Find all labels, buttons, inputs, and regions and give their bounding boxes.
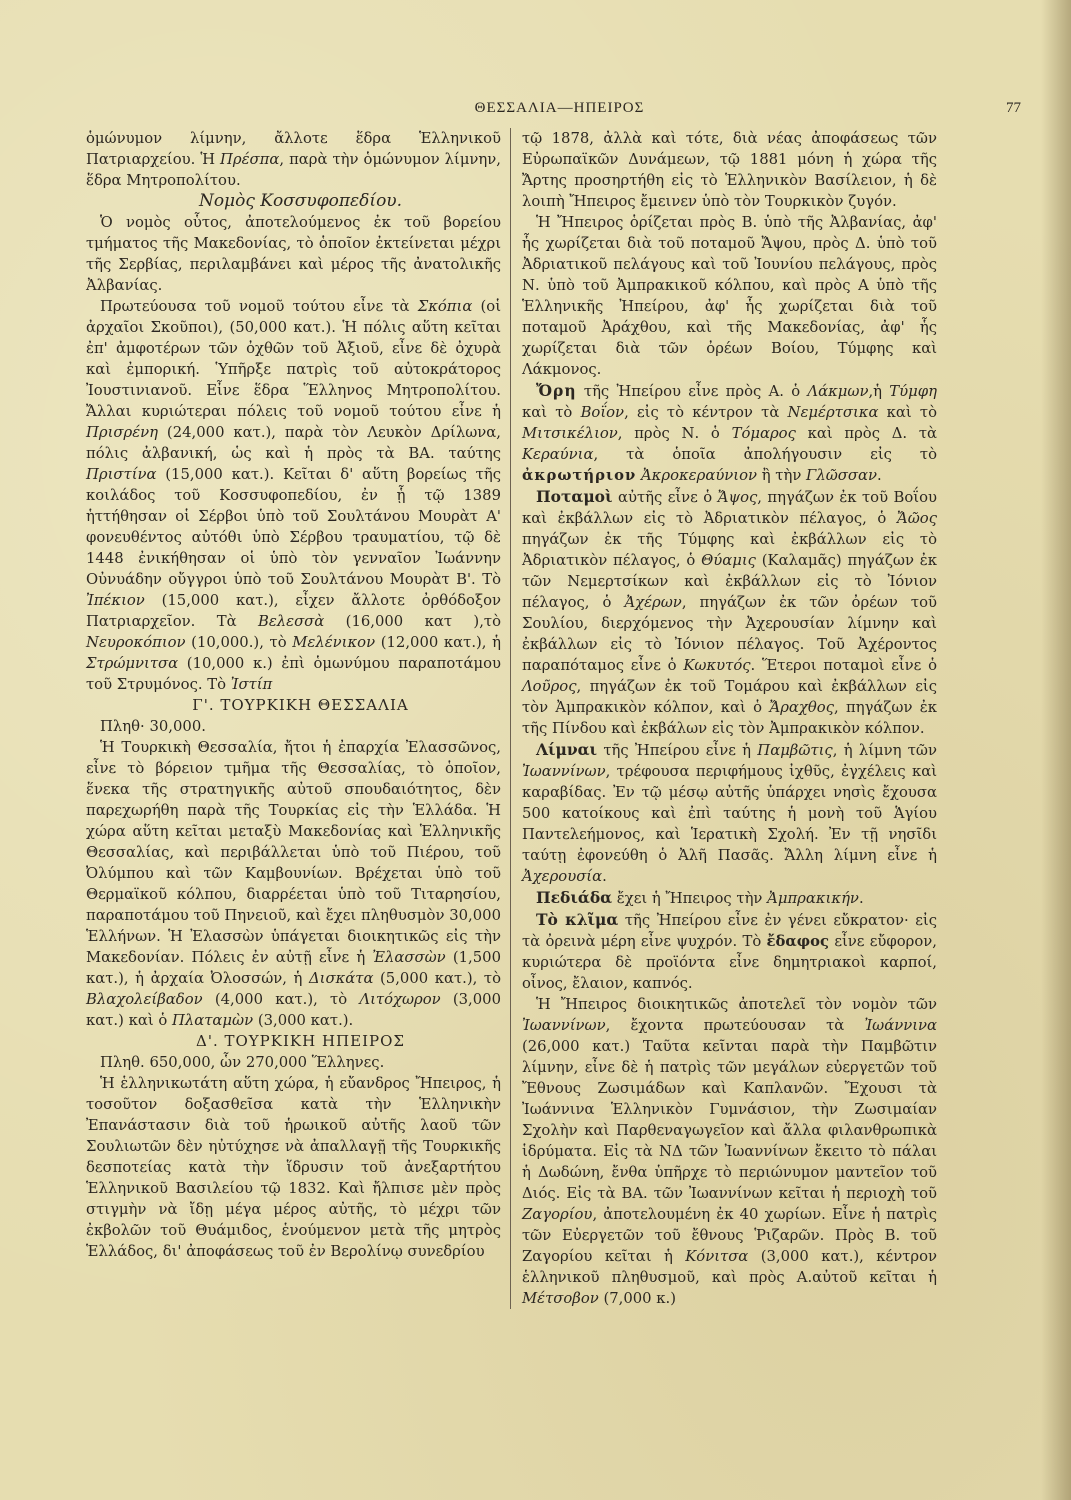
paragraph: Ἡ Ἤπειρος ὁρίζεται πρὸς Β. ὑπὸ τῆς Ἀλβανίας, ἀφ' ἧς χωρίζεται διὰ τοῦ ποταμοῦ Ἄψου, πρὸς Δ. ὑπὸ τοῦ Ἀδριατικοῦ πελάγους καὶ τοῦ Ἰουνίου πελάγους, πρὸς Ν. ὑπὸ τοῦ Ἀμπρακικοῦ κόλπου, καὶ πρὸς Α ὑπὸ τῆς Ἑλληνικῆς Ἠπείρου, ἀφ' ἧς χωρίζεται διὰ τοῦ ποταμοῦ Ἀράχθου, καὶ τῆς Μακεδονίας, ἀφ' ἧς χωρίζεται διὰ τῶν ὀρέων Βοίου, Τύμφης καὶ Λάκμονος. <box>522 214 937 378</box>
section-heading-turkish-epirus: Δ'. ΤΟΥΡΚΙΚΗ ΗΠΕΙΡΟΣ <box>195 1032 405 1050</box>
paragraph-lakes: Λίμναι τῆς Ἠπείρου εἶνε ἡ Παμβῶτις, ἡ λίμνη τῶν Ἰωαννίνων, τρέφουσα περιφήμους ἰχθῦς, ἐγχέλεις καὶ καραβίδας. Ἐν τῷ μέσῳ αὐτῆς ὑπάρχει νησὶς ἔχουσα 500 κατοίκους καὶ ἐπὶ ταύτης ἡ μονὴ τοῦ Ἁγίου Παντελεήμονος, καὶ Ἱερατικὴ Σχολή. Ἐν τῇ νησῖδι ταύτῃ ἐφονεύθη ὁ Ἀλῆ Πασᾶς. Ἄλλη λίμνη εἶνε ἡ Ἀχερουσία. <box>522 740 937 885</box>
page-number: 77 <box>1006 100 1021 116</box>
paragraph-mountains: Ὄρη τῆς Ἠπείρου εἶνε πρὸς Α. ὁ Λάκμων,ἡ Τύμφη καὶ τὸ Βοΐον, εἰς τὸ κέντρον τὰ Νεμέρτσικα καὶ τὸ Μιτσικέλιον, πρὸς Ν. ὁ Τόμαρος καὶ πρὸς Δ. τὰ Κεραύνια, τὰ ὁποῖα ἀπολήγουσιν εἰς τὸ ἀκρωτήριον Ἀκροκεραύνιον ἢ τὴν Γλῶσσαν. <box>522 381 938 484</box>
paragraph: Ἡ Τουρκικὴ Θεσσαλία, ἤτοι ἡ ἐπαρχία Ἐλασσῶνος, εἶνε τὸ βόρειον τμῆμα τῆς Θεσσαλίας, τὸ ὁποῖον, ἕνεκα τῆς στρατηγικῆς αὐτοῦ σπουδαιότητος, δὲν παρεχωρήθη παρὰ τῆς Τουρκίας εἰς τὴν Ἑλλάδα. Ἡ χώρα αὕτη κεῖται μεταξὺ Μακεδονίας καὶ Ἑλληνικῆς Θεσσαλίας, καὶ περιβάλλεται ὑπὸ τοῦ Πιέρου, τοῦ Ὀλύμπου καὶ τῶν Καμβουνίων. Βρέχεται ὑπὸ τοῦ Θερμαϊκοῦ κόλπου, διαρρέεται ὑπὸ τοῦ Τιταρησίου, παραποτάμου τοῦ Πηνειοῦ, καὶ ἔχει πληθυσμὸν 30,000 Ἑλλήνων. Ἡ Ἐλασσὼν ὑπάγεται διοικητικῶς εἰς τὴν Μακεδονίαν. Πόλεις ἐν αὐτῇ εἶνε ἡ Ἐλασσὼν (1,500 κατ.), ἡ ἀρχαία Ὀλοσσών, ἡ Δισκάτα (5,000 κατ.), τὸ Βλαχολείβαδον (4,000 κατ.), τὸ Λιτόχωρον (3,000 κατ.) καὶ ὁ Πλαταμὼν (3,000 κατ.). <box>86 739 501 1029</box>
paragraph-rivers: Ποταμοὶ αὐτῆς εἶνε ὁ Ἄψος, πηγάζων ἐκ τοῦ Βοΐου καὶ ἐκβάλλων εἰς τὸ Ἀδριατικὸν πέλαγος, ὁ Ἄῶος πηγάζων ἐκ τῆς Τύμφης καὶ ἐκβάλλων εἰς τὸ Ἀδριατικὸν πέλαγος, ὁ Θύαμις (Καλαμᾶς) πηγάζων ἐκ τῶν Νεμερτσίκων καὶ ἐκβάλλων εἰς τὸ Ἰόνιον πέλαγος, ὁ Ἀχέρων, πηγάζων ἐκ τῶν ὀρέων τοῦ Σουλίου, διερχόμενος τὴν Ἀχερουσίαν λίμνην καὶ ἐκβάλλων εἰς τὸ Ἰόνιον πέλαγος. Τοῦ Ἀχέροντος παραπόταμος εἶνε ὁ Κωκυτός. Ἕτεροι ποταμοὶ εἶνε ὁ Λοῦρος, πηγάζων ἐκ τοῦ Τομάρου καὶ ἐκβάλλων εἰς τὸν Ἀμπρακικὸν κόλπον, καὶ ὁ Ἄραχθος, πηγάζων ἐκ τῆς Πίνδου καὶ ἐκβάλων εἰς τὸν Ἀμπρακικὸν κόλπον. <box>522 487 937 737</box>
right-column <box>510 128 937 1309</box>
paragraph: Ὁ νομὸς οὗτος, ἀποτελούμενος ἐκ τοῦ βορείου τμήματος τῆς Μακεδονίας, τὸ ὁποῖον ἐκτείνεται μέχρι τῆς Σερβίας, περιλαμβάνει καὶ μέρος τῆς ἀνατολικῆς Ἀλβανίας. <box>86 214 501 294</box>
paragraph: Ἡ ἑλληνικωτάτη αὕτη χώρα, ἡ εὔανδρος Ἤπειρος, ἡ τοσοῦτον δοξασθεῖσα κατὰ τὴν Ἑλληνικὴν Ἐπανάστασιν διὰ τοῦ ἡρωικοῦ αὐτῆς λαοῦ τῶν Σουλιωτῶν δὲν ηὐτύχησε νὰ ἀπαλλαγῇ τῆς Τουρκικῆς δεσποτείας κατὰ τὴν ἵδρυσιν τοῦ ἀνεξαρτήτου Ἑλληνικοῦ Βασιλείου τῷ 1832. Καὶ ἤλπισε μὲν πρὸς στιγμὴν νὰ ἴδῃ μέγα μέρος αὐτῆς, τὸ μέχρι τῶν ἐκβολῶν τοῦ Θυάμιδος, ἑνούμενον μετὰ τῆς μητρὸς Ἑλλάδος, δι' ἀποφάσεως τοῦ ἐν Βερολίνῳ συνεδρίου <box>86 1075 501 1260</box>
population-line: Πληθ· 30,000. <box>100 718 206 735</box>
paragraph-climate: Τὸ κλῖμα τῆς Ἠπείρου εἶνε ἐν γένει εὔκρατον· εἰς τὰ ὀρεινὰ μέρη εἶνε ψυχρόν. Τὸ ἔδαφος εἶνε εὔφορον, κυριώτερα δὲ προϊόντα εἶνε δημητριακοὶ καρποί, οἶνος, ἔλαιον, καπνός. <box>522 910 937 992</box>
left-column <box>86 128 510 1309</box>
paragraph: Πρωτεύουσα τοῦ νομοῦ τούτου εἶνε τὰ Σκόπια (οἱ ἀρχαῖοι Σκοῦποι), (50,000 κατ.). Ἡ πόλις αὕτη κεῖται ἐπ' ἀμφοτέρων τῶν ὀχθῶν τοῦ Ἀξιοῦ, εἶνε δὲ ὀχυρὰ καὶ ἐμπορική. Ὑπῆρξε πατρὶς τοῦ αὐτοκράτορος Ἰουστινιανοῦ. Εἶνε ἕδρα Ἕλληνος Μητροπολίτου. Ἄλλαι κυριώτεραι πόλεις τοῦ νομοῦ τούτου εἶνε ἡ Πρισρένη (24,000 κατ.), παρὰ τὸν Λευκὸν Δρίλωνα, πόλις ἀλβανική, ὡς καὶ ἡ πρὸς τὰ ΒΑ. ταύτης Πριστίνα (15,000 κατ.). Κεῖται δ' αὕτη βορείως τῆς κοιλάδος τοῦ Κοσσυφοπεδίου, ἐν ᾗ τῷ 1389 ἡττήθησαν οἱ Σέρβοι ὑπὸ τοῦ Σουλτάνου Μουρὰτ Α' φονευθέντος αὐτόθι ὑπὸ Σέρβου τραυματίου, τῷ δὲ 1448 ἐνικήθησαν οἱ ὑπὸ τὸν γενναῖον Ἰωάννην Οὐνυάδην οὔγγροι ὑπὸ τοῦ Σουλτάνου Μουρὰτ Β'. Τὸ Ἰπέκιον (15,000 κατ.), εἶχεν ἄλλοτε ὀρθόδοξον Πατριαρχεῖον. Τὰ Βελεσσὰ (16,000 κατ ),τὸ Νευροκόπιον (10,000.), τὸ Μελένικον (12,000 κατ.), ἡ Στρώμνιτσα (10,000 κ.) ἐπὶ ὁμωνύμου παραποτάμου τοῦ Στρυμόνος. Τὸ Ἰστίπ <box>86 298 502 693</box>
paragraph: ὁμώνυμον λίμνην, ἄλλοτε ἕδρα Ἑλληνικοῦ Πατριαρχείου. Ἡ Πρέσπα, παρὰ τὴν ὁμώνυμον λίμνην, ἕδρα Μητροπολίτου. <box>86 130 501 189</box>
nomos-heading: Νομὸς Κοσσυφοπεδίου. <box>198 191 403 211</box>
paragraph-plain: Πεδιάδα ἔχει ἡ Ἤπειρος τὴν Ἀμπρακικήν. <box>536 888 864 907</box>
population-line: Πληθ. 650,000, ὧν 270,000 Ἕλληνες. <box>100 1054 385 1071</box>
text-columns <box>86 128 1033 1309</box>
page-header <box>86 96 1033 122</box>
running-head: ΘΕΣΣΑΛΙΑ—ΗΠΕΙΡΟΣ <box>474 100 645 116</box>
paragraph: τῷ 1878, ἀλλὰ καὶ τότε, διὰ νέας ἀποφάσεως τῶν Εὐρωπαϊκῶν Δυνάμεων, τῷ 1881 μόνη ἡ χώρα τῆς Ἄρτης προσηρτήθη εἰς τὸ Ἑλληνικὸν Βασίλειον, ἡ δὲ λοιπὴ Ἤπειρος ἔμεινεν ὑπὸ τὸν Τουρκικὸν ζυγόν. <box>522 130 937 210</box>
paragraph-administration: Ἡ Ἤπειρος διοικητικῶς ἀποτελεῖ τὸν νομὸν τῶν Ἰωαννίνων, ἔχοντα πρωτεύουσαν τὰ Ἰωάννινα (26,000 κατ.) Ταῦτα κεῖνται παρὰ τὴν Παμβῶτιν λίμνην, εἶνε δὲ ἡ πατρὶς τῶν μεγάλων εὐεργετῶν τοῦ Ἔθνους Ζωσιμάδων καὶ Καπλανῶν. Ἔχουσι τὰ Ἰωάννινα Ἑλληνικὸν Γυμνάσιον, τὴν Ζωσιμαίαν Σχολὴν καὶ Παρθεναγωγεῖον καὶ ἄλλα φιλανθρωπικὰ ἱδρύματα. Εἰς τὰ ΝΔ τῶν Ἰωαννίνων ἔκειτο τὸ πάλαι ἡ Δωδώνη, ἔνθα ὑπῆρχε τὸ περιώνυμον μαντεῖον τοῦ Διός. Εἰς τὰ ΒΑ. τῶν Ἰωαννίνων κεῖται ἡ περιοχὴ τοῦ Ζαγορίου, ἀποτελουμένη ἐκ 40 χωρίων. Εἶνε ἡ πατρὶς τῶν Εὐεργετῶν τοῦ ἔθνους Ῥιζαρῶν. Πρὸς Β. τοῦ Ζαγορίου κεῖται ἡ Κόνιτσα (3,000 κατ.), κέντρον ἑλληνικοῦ πληθυσμοῦ, καὶ πρὸς Α.αὐτοῦ κεῖται ἡ Μέτσοβον (7,000 κ.) <box>522 996 937 1307</box>
section-heading-turkish-thessaly: Γ'. ΤΟΥΡΚΙΚΗ ΘΕΣΣΑΛΙΑ <box>192 696 409 714</box>
